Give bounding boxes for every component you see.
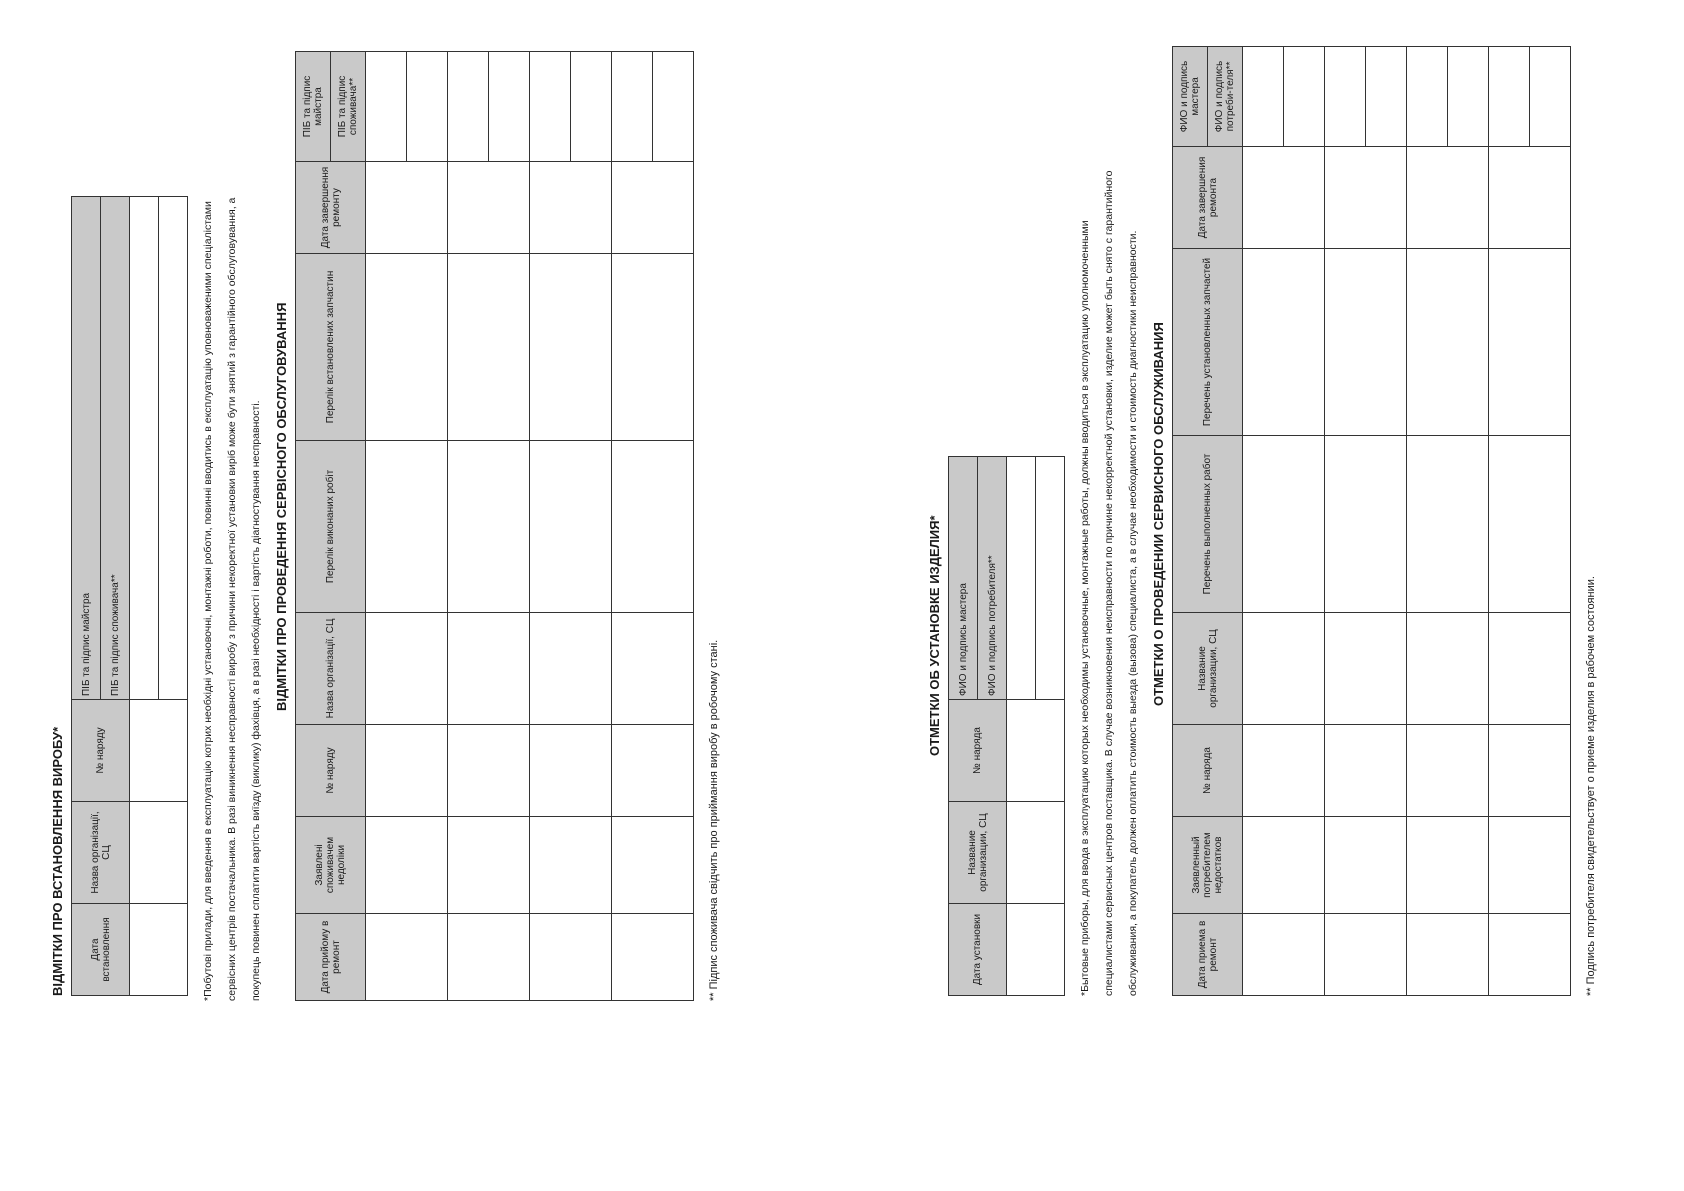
install-table — [948, 456, 1065, 996]
cell[interactable] — [1243, 249, 1325, 436]
cell[interactable] — [448, 441, 530, 613]
cell[interactable] — [653, 52, 694, 162]
cell[interactable] — [448, 52, 489, 162]
col-master: ФИО и подпись мастера — [949, 457, 978, 700]
cell[interactable] — [1007, 457, 1036, 700]
cell[interactable] — [159, 197, 188, 700]
cell[interactable] — [448, 162, 530, 254]
cell[interactable] — [530, 441, 612, 613]
col-date: Дата установки — [949, 904, 1007, 996]
service-table — [1172, 46, 1571, 996]
cell[interactable] — [1489, 725, 1571, 817]
cell[interactable] — [366, 52, 407, 162]
cell[interactable] — [1036, 457, 1065, 700]
col-received: Дата приема в ремонт — [1173, 914, 1243, 996]
col-received: Дата прийому в ремонт — [296, 914, 366, 1001]
cell[interactable] — [1325, 914, 1407, 996]
col-works: Перечень выполненных работ — [1173, 436, 1243, 613]
col-consumer: ФИО и подпись потреби-теля** — [1208, 47, 1243, 147]
col-org: Название организации, СЦ — [1173, 613, 1243, 725]
cell[interactable] — [1489, 147, 1571, 249]
cell[interactable] — [366, 725, 448, 817]
cell[interactable] — [1530, 47, 1571, 147]
cell[interactable] — [1325, 47, 1366, 147]
cell[interactable] — [1325, 147, 1407, 249]
col-consumer: ПІБ та підпис споживача** — [331, 52, 366, 162]
install-title: ВІДМІТКИ ПРО ВСТАНОВЛЕННЯ ВИРОБУ* — [50, 726, 65, 996]
col-consumer: ФИО и подпись потребителя** — [978, 457, 1007, 700]
col-org: Назва організації, СЦ — [296, 613, 366, 725]
cell[interactable] — [130, 904, 188, 996]
cell[interactable] — [1284, 47, 1325, 147]
cell[interactable] — [1489, 436, 1571, 613]
russian-panel — [925, 0, 1625, 1191]
col-defects: Заявлені споживачем недоліки — [296, 817, 366, 914]
cell[interactable] — [530, 725, 612, 817]
col-completed: Дата завершения ремонта — [1173, 147, 1243, 249]
cell[interactable] — [1243, 147, 1325, 249]
col-date: Дата встановлення — [72, 904, 130, 996]
col-parts: Перечень установленных запчастей — [1173, 249, 1243, 436]
cell[interactable] — [612, 914, 694, 1001]
cell[interactable] — [1489, 47, 1530, 147]
cell[interactable] — [130, 700, 188, 802]
col-org: Название организации, СЦ — [949, 802, 1007, 904]
cell[interactable] — [1489, 914, 1571, 996]
footnote: ** Підпис споживача свідчить про приймання виробу в робочому стані. — [708, 639, 720, 1001]
cell[interactable] — [1325, 249, 1407, 436]
cell[interactable] — [366, 914, 448, 1001]
cell[interactable] — [1407, 725, 1489, 817]
cell[interactable] — [1325, 436, 1407, 613]
cell[interactable] — [612, 441, 694, 613]
cell[interactable] — [366, 817, 448, 914]
cell[interactable] — [1243, 436, 1325, 613]
cell[interactable] — [1325, 817, 1407, 914]
cell[interactable] — [1407, 249, 1489, 436]
install-note: *Бытовые приборы, для ввода в эксплуатацию которых необходимы установочные, монтажные работы, должны вводиться в эксплуатацию уполномоченными специалистами сервисных центров поставщика. В случае возникновения неисправности по причине некорректной установки, изделие может быть снято с гарантийного обслуживания, а покупатель должен оплатить стоимость выезда (вызова) специалиста, а в случае необходимости и стоимость диагностики неисправности. — [1079, 170, 1139, 996]
cell[interactable] — [612, 817, 694, 914]
cell[interactable] — [448, 254, 530, 441]
cell[interactable] — [130, 197, 159, 700]
cell[interactable] — [530, 817, 612, 914]
col-defects: Заявленный потребителем недостатков — [1173, 817, 1243, 914]
cell[interactable] — [1007, 904, 1065, 996]
cell[interactable] — [1325, 725, 1407, 817]
cell[interactable] — [612, 162, 694, 254]
cell[interactable] — [366, 613, 448, 725]
col-parts: Перелік встановлених запчастин — [296, 254, 366, 441]
cell[interactable] — [1489, 817, 1571, 914]
cell[interactable] — [530, 162, 612, 254]
footnote: ** Подпись потребителя свидетельствует о приеме изделия в рабочем состоянии. — [1585, 576, 1597, 996]
col-master: ПІБ та підпис майстра — [72, 197, 101, 700]
cell[interactable] — [612, 613, 694, 725]
cell[interactable] — [448, 613, 530, 725]
service-table — [295, 51, 694, 1001]
col-master: ФИО и подпись мастера — [1173, 47, 1208, 147]
col-order: № наряда — [949, 700, 1007, 802]
install-note: *Побутові прилади, для введення в експлуатацію котрих необхідні установочні, монтажні роботи, повинні вводитись в експлуатацію уповноваженими спеціалістами сервісних центрів постачальника. В разі виникнення несправності виробу з причини некоректної установки виріб може бути знятий з гарантійного обслуговування, а покупець повинен сплатити вартість виїзду (виклику) фахівця, а в разі необхідності і вартість діагностування несправності. — [202, 197, 262, 1001]
cell[interactable] — [530, 254, 612, 441]
cell[interactable] — [1243, 817, 1325, 914]
cell[interactable] — [530, 613, 612, 725]
cell[interactable] — [448, 725, 530, 817]
ukrainian-panel — [48, 0, 828, 1191]
cell[interactable] — [612, 52, 653, 162]
cell[interactable] — [1407, 613, 1489, 725]
col-master: ПІБ та підпис майстра — [296, 52, 331, 162]
service-title: ОТМЕТКИ О ПРОВЕДЕНИИ СЕРВИСНОГО ОБСЛУЖИВАНИЯ — [1151, 322, 1166, 706]
cell[interactable] — [366, 254, 448, 441]
col-order: № наряду — [296, 725, 366, 817]
cell[interactable] — [1489, 249, 1571, 436]
cell[interactable] — [1407, 436, 1489, 613]
cell[interactable] — [571, 52, 612, 162]
cell[interactable] — [1243, 47, 1284, 147]
cell[interactable] — [448, 914, 530, 1001]
cell[interactable] — [448, 817, 530, 914]
cell[interactable] — [366, 162, 448, 254]
cell[interactable] — [530, 52, 571, 162]
cell[interactable] — [612, 254, 694, 441]
cell[interactable] — [612, 725, 694, 817]
cell[interactable] — [1325, 613, 1407, 725]
col-order: № наряду — [72, 700, 130, 802]
col-works: Перелік виконаних робіт — [296, 441, 366, 613]
cell[interactable] — [489, 52, 530, 162]
cell[interactable] — [1243, 613, 1325, 725]
service-title: ВІДМІТКИ ПРО ПРОВЕДЕННЯ СЕРВІСНОГО ОБСЛУГОВУВАННЯ — [274, 302, 289, 711]
cell[interactable] — [366, 441, 448, 613]
cell[interactable] — [1489, 613, 1571, 725]
cell[interactable] — [1007, 700, 1065, 802]
cell[interactable] — [1407, 817, 1489, 914]
col-order: № наряда — [1173, 725, 1243, 817]
install-table — [71, 196, 188, 996]
cell[interactable] — [407, 52, 448, 162]
cell[interactable] — [1243, 914, 1325, 996]
cell[interactable] — [1007, 802, 1065, 904]
cell[interactable] — [1366, 47, 1407, 147]
cell[interactable] — [1407, 47, 1448, 147]
col-org: Назва організації, СЦ — [72, 802, 130, 904]
cell[interactable] — [1448, 47, 1489, 147]
col-completed: Дата завершення ремонту — [296, 162, 366, 254]
install-title: ОТМЕТКИ ОБ УСТАНОВКЕ ИЗДЕЛИЯ* — [927, 515, 942, 756]
col-consumer: ПІБ та підпис споживача** — [101, 197, 130, 700]
cell[interactable] — [1243, 725, 1325, 817]
cell[interactable] — [1407, 147, 1489, 249]
cell[interactable] — [1407, 914, 1489, 996]
cell[interactable] — [130, 802, 188, 904]
cell[interactable] — [530, 914, 612, 1001]
